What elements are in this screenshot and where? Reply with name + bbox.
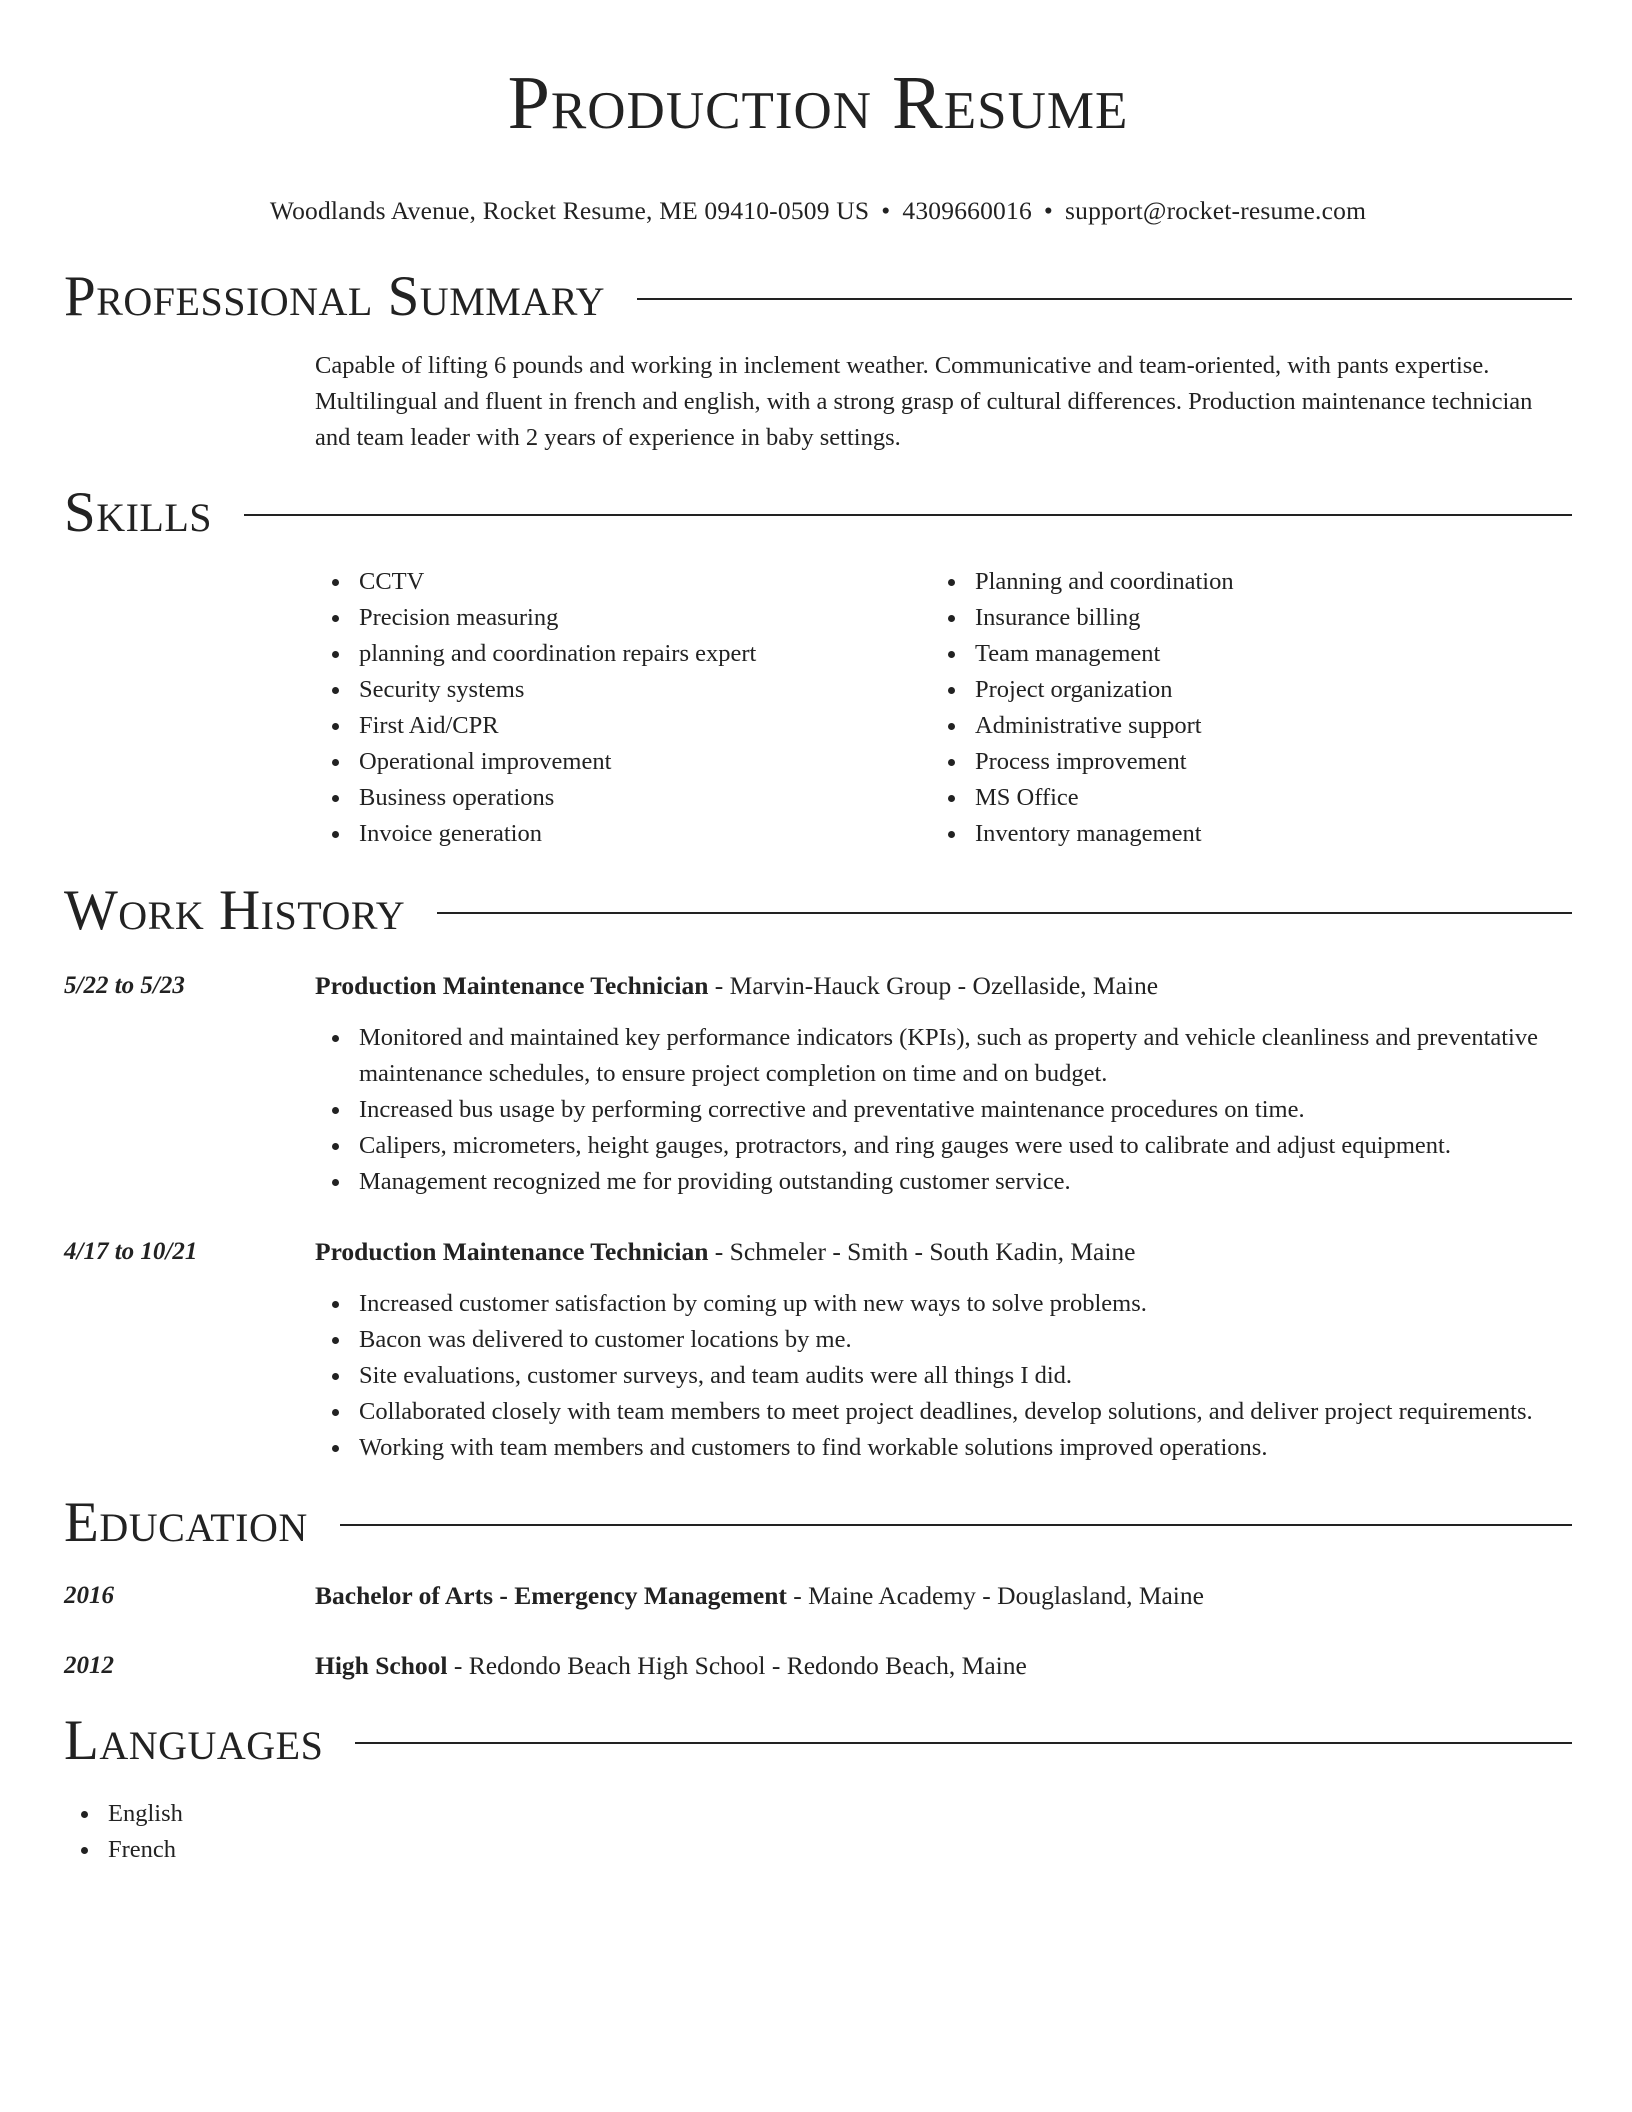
job-bullet: Bacon was delivered to customer locations by me. — [315, 1322, 1572, 1358]
section-header — [64, 876, 1572, 946]
skill-item: Inventory management — [931, 816, 1547, 852]
resume-title: Production Resume — [507, 61, 1129, 145]
job-bullet: Working with team members and customers to find workable solutions improved operations. — [315, 1430, 1572, 1466]
skills-grid — [315, 564, 1572, 852]
job-bullet: Management recognized me for providing outstanding customer service. — [315, 1164, 1572, 1200]
work-dates: 5/22 to 5/23 — [64, 972, 185, 999]
work-entry-body — [315, 968, 1572, 1200]
school-location: - Maine Academy - Douglasland, Maine — [786, 1581, 1204, 1610]
section-title-work-history: Work History — [64, 879, 406, 942]
education-entry — [64, 1578, 1572, 1614]
language-item: English — [64, 1796, 1572, 1832]
skill-item: MS Office — [931, 780, 1547, 816]
job-bullets — [315, 1286, 1572, 1466]
job-bullet: Monitored and maintained key performance indicators (KPIs), such as property and vehicle cleanliness and preventative maintenance schedules, to ensure project completion on time and on budget. — [315, 1020, 1572, 1092]
job-title: Production Maintenance Technician — [315, 1237, 709, 1266]
section-header — [64, 1706, 1572, 1776]
job-bullet: Site evaluations, customer surveys, and team audits were all things I did. — [315, 1358, 1572, 1394]
skill-item: Planning and coordination — [931, 564, 1547, 600]
work-entry-heading — [315, 968, 1572, 1004]
work-entry — [64, 968, 1572, 1200]
contact-separator: • — [881, 196, 891, 225]
section-divider — [637, 298, 1572, 300]
school-location: - Redondo Beach High School - Redondo Beach, Maine — [447, 1651, 1027, 1680]
work-entry-heading — [315, 1234, 1572, 1270]
job-bullet: Increased customer satisfaction by coming up with new ways to solve problems. — [315, 1286, 1572, 1322]
degree: High School — [315, 1651, 448, 1680]
section-header — [64, 478, 1572, 548]
job-bullet: Collaborated closely with team members to meet project deadlines, develop solutions, and deliver project requirements. — [315, 1394, 1572, 1430]
job-employer-location: - Marvin-Hauck Group - Ozellaside, Maine — [708, 971, 1159, 1000]
education-section — [64, 1488, 1572, 1684]
skills-column-right — [931, 564, 1547, 852]
skill-item: First Aid/CPR — [315, 708, 931, 744]
skill-item: CCTV — [315, 564, 931, 600]
skill-item: Business operations — [315, 780, 931, 816]
job-bullet: Increased bus usage by performing corrective and preventative maintenance procedures on time. — [315, 1092, 1572, 1128]
skill-item: Project organization — [931, 672, 1547, 708]
skill-item: Invoice generation — [315, 816, 931, 852]
work-entry — [64, 1234, 1572, 1466]
education-year: 2016 — [64, 1582, 114, 1609]
section-title-summary: Professional Summary — [64, 265, 606, 328]
languages-section — [64, 1706, 1572, 1868]
skill-item: Process improvement — [931, 744, 1547, 780]
skill-item: Administrative support — [931, 708, 1547, 744]
skill-item: Security systems — [315, 672, 931, 708]
languages-list — [64, 1796, 1572, 1868]
section-divider — [340, 1524, 1572, 1526]
section-header — [64, 1488, 1572, 1558]
work-history-section — [64, 876, 1572, 1466]
section-title-skills: Skills — [64, 481, 213, 544]
education-entry-heading — [315, 1648, 1572, 1684]
contact-email: support@rocket-resume.com — [1065, 196, 1367, 225]
skill-item: Team management — [931, 636, 1547, 672]
contact-address: Woodlands Avenue, Rocket Resume, ME 09410-0509 US — [269, 196, 870, 225]
job-employer-location: - Schmeler - Smith - South Kadin, Maine — [708, 1237, 1136, 1266]
skill-item: Precision measuring — [315, 600, 931, 636]
section-divider — [437, 912, 1572, 914]
section-divider — [355, 1742, 1572, 1744]
skill-item: planning and coordination repairs expert — [315, 636, 931, 672]
language-item: French — [64, 1832, 1572, 1868]
section-title-education: Education — [64, 1491, 308, 1554]
professional-summary-section — [64, 262, 1572, 456]
section-header — [64, 262, 1572, 332]
degree: Bachelor of Arts - Emergency Management — [315, 1581, 787, 1610]
job-bullet: Calipers, micrometers, height gauges, protractors, and ring gauges were used to calibrate and adjust equipment. — [315, 1128, 1572, 1164]
education-entry-heading — [315, 1578, 1572, 1614]
contact-line — [64, 194, 1572, 228]
education-entry — [64, 1648, 1572, 1684]
job-title: Production Maintenance Technician — [315, 971, 709, 1000]
skills-section — [64, 478, 1572, 852]
skills-column-left — [315, 564, 931, 852]
section-title-languages: Languages — [64, 1709, 324, 1772]
skill-item: Insurance billing — [931, 600, 1547, 636]
contact-phone: 4309660016 — [902, 196, 1032, 225]
skill-item: Operational improvement — [315, 744, 931, 780]
work-entry-body — [315, 1234, 1572, 1466]
contact-separator: • — [1043, 196, 1054, 225]
summary-text: Capable of lifting 6 pounds and working in inclement weather. Communicative and team-oriented, with pants expertise. Multilingual and fluent in french and english, with a strong grasp of cultural differences. Production maintenance technician and team leader with 2 years of experience in baby settings. — [315, 352, 1533, 451]
section-divider — [244, 514, 1572, 516]
job-bullets — [315, 1020, 1572, 1200]
work-dates: 4/17 to 10/21 — [64, 1238, 198, 1265]
education-year: 2012 — [64, 1652, 114, 1679]
